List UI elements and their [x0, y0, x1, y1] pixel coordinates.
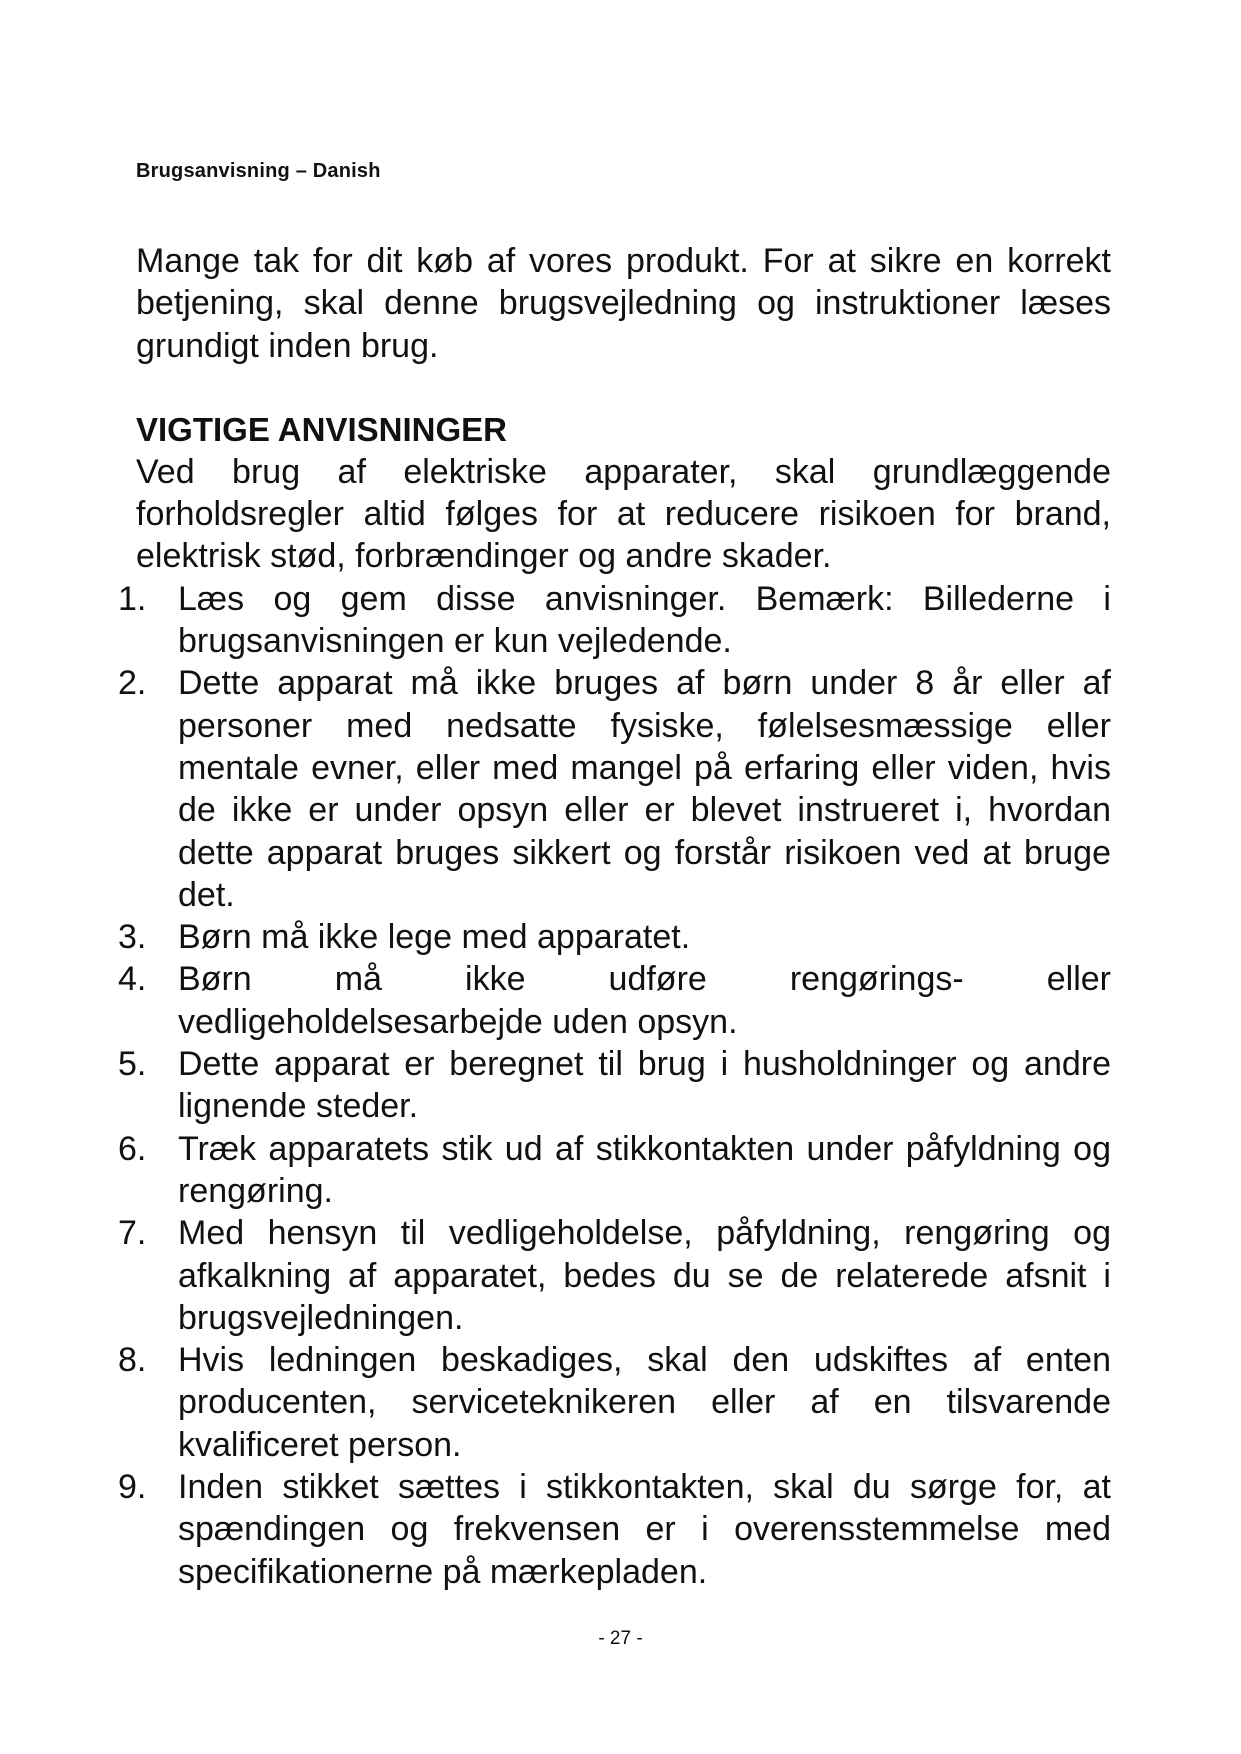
- list-item-text: Med hensyn til vedligeholdelse, påfyldning, rengøring og afkalkning af apparatet, bedes du se de relaterede afsnit i brugsvejledningen.: [178, 1214, 1111, 1337]
- list-item: [118, 958, 1111, 1043]
- instruction-list: [118, 578, 1111, 1593]
- list-item-number: 4.: [118, 960, 147, 999]
- list-item-text: Træk apparatets stik ud af stikkontakten under påfyldning og rengøring.: [178, 1129, 1111, 1210]
- list-item-text: Dette apparat er beregnet til brug i husholdninger og andre lignende steder.: [178, 1045, 1111, 1126]
- intro-paragraph: Mange tak for dit køb af vores produkt. For at sikre en korrekt betjening, skal denne brugsvejledning og instruktioner læses grundigt inden brug.: [136, 242, 1111, 365]
- list-item-text: Inden stikket sættes i stikkontakten, skal du sørge for, at spændingen og frekvensen er i overensstemmelse med specifikationerne på mærkepladen.: [178, 1468, 1111, 1591]
- list-item-number: 6.: [118, 1129, 147, 1168]
- list-item-number: 1.: [118, 579, 147, 618]
- list-item-text: Hvis ledningen beskadiges, skal den udskiftes af enten producenten, serviceteknikeren eller af en tilsvarende kvalificeret person.: [178, 1341, 1111, 1464]
- list-item-number: 5.: [118, 1045, 147, 1084]
- document-header: Brugsanvisning – Danish: [136, 160, 381, 182]
- list-item: [118, 916, 1111, 958]
- list-item-text: Læs og gem disse anvisninger. Bemærk: Billederne i brugsanvisningen er kun vejledende.: [178, 579, 1111, 661]
- list-item-number: 2.: [118, 664, 147, 703]
- list-item-number: 7.: [118, 1214, 147, 1253]
- section-lead: Ved brug af elektriske apparater, skal grundlæggende forholdsregler altid følges for at reducere risikoen for brand, elektrisk stød, forbrændinger og andre skader.: [136, 452, 1111, 576]
- list-item: [118, 1043, 1111, 1128]
- list-item-number: 8.: [118, 1341, 147, 1380]
- list-item: [118, 1212, 1111, 1339]
- page-number: - 27 -: [598, 1628, 643, 1649]
- list-item: [118, 662, 1111, 916]
- list-item: [118, 578, 1111, 663]
- list-item: [118, 1128, 1111, 1213]
- list-item-text: Børn må ikke lege med apparatet.: [178, 918, 691, 957]
- section-heading: VIGTIGE ANVISNINGER: [136, 410, 507, 448]
- list-item: [118, 1466, 1111, 1593]
- list-item-text: Børn må ikke udføre rengørings- eller vedligeholdelsesarbejde uden opsyn.: [178, 960, 1111, 1041]
- list-item: [118, 1339, 1111, 1466]
- list-item-number: 3.: [118, 918, 147, 957]
- list-item-number: 9.: [118, 1468, 147, 1507]
- list-item-text: Dette apparat må ikke bruges af børn under 8 år eller af personer med nedsatte fysiske, følelsesmæssige eller mentale evner, eller med mangel på erfaring eller viden, hvis de ikke er under opsyn eller er blevet instrueret i, hvordan dette apparat bruges sikkert og forstår risikoen ved at bruge det.: [178, 664, 1111, 914]
- page-content: [118, 240, 1111, 1593]
